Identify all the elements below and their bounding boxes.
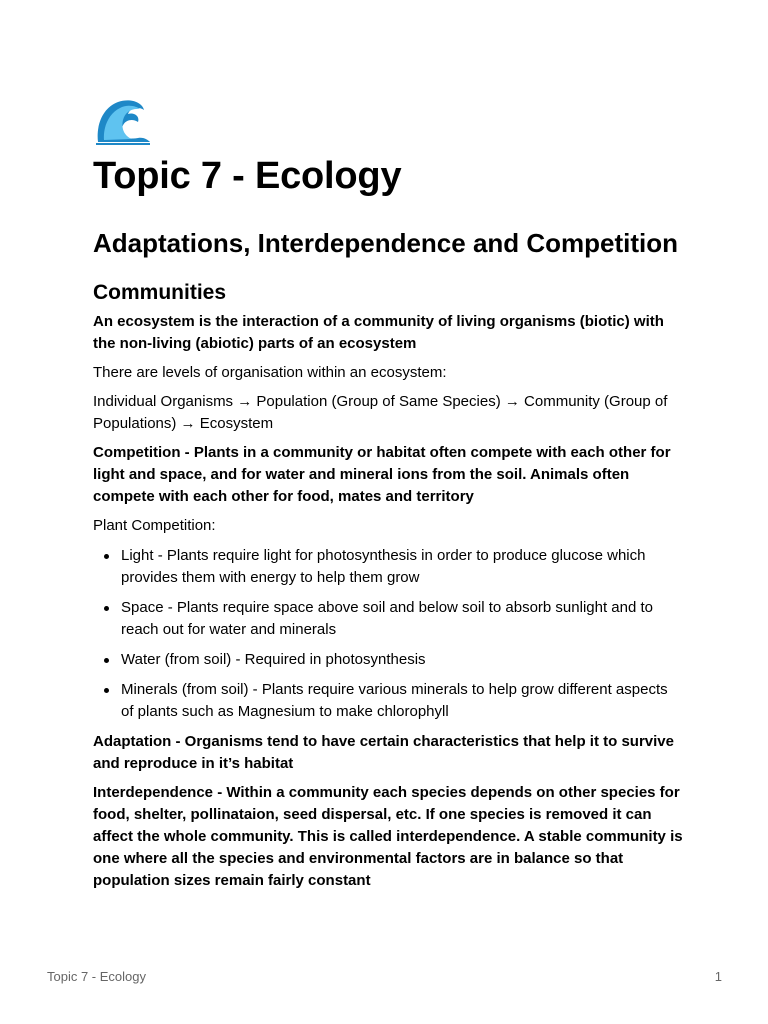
- bullet-icon: [104, 658, 109, 663]
- bullet-icon: [104, 606, 109, 611]
- section-heading: Adaptations, Interdependence and Competition: [93, 228, 679, 258]
- competition-definition: Competition - Plants in a community or habitat often compete with each other for light and space, and for water and mineral ions from the soil. Animals often compete with each other for food, mates and territory: [93, 444, 671, 505]
- water-wave-icon: [94, 96, 152, 146]
- list-item: [121, 597, 683, 641]
- list-item: [121, 649, 683, 671]
- list-item: [121, 679, 683, 723]
- levels-chain: Individual Organisms → Population (Group of Same Species) → Community (Group of Populations) → Ecosystem: [93, 393, 668, 432]
- footer-title: Topic 7 - Ecology: [47, 969, 146, 984]
- bullet-icon: [104, 554, 109, 559]
- list-item-text: Water (from soil) - Required in photosynthesis: [121, 651, 426, 668]
- interdependence-definition: Interdependence - Within a community each species depends on other species for food, shelter, pollinataion, seed dispersal, etc. If one species is removed it can affect the whole community. This is called interdependence. A stable community is one where all the species and environmental factors are in balance so that population sizes remain fairly constant: [93, 784, 683, 889]
- document-page: [93, 96, 683, 892]
- list-item-text: Minerals (from soil) - Plants require various minerals to help grow different aspects of plants such as Magnesium to make chlorophyll: [121, 681, 668, 720]
- subsection-heading: Communities: [93, 281, 227, 304]
- footer-page-number: 1: [714, 969, 722, 984]
- list-item-text: Space - Plants require space above soil and below soil to absorb sunlight and to reach out for water and minerals: [121, 599, 653, 638]
- bullet-icon: [104, 688, 109, 693]
- plant-competition-intro: Plant Competition:: [93, 517, 216, 534]
- list-item: [121, 545, 683, 589]
- page-title: Topic 7 - Ecology: [93, 155, 402, 197]
- list-item-text: Light - Plants require light for photosynthesis in order to produce glucose which provides them with energy to help them grow: [121, 547, 646, 586]
- plant-competition-list: [93, 545, 683, 723]
- adaptation-definition: Adaptation - Organisms tend to have certain characteristics that help it to survive and reproduce in it’s habitat: [93, 733, 674, 772]
- levels-intro: There are levels of organisation within an ecosystem:: [93, 364, 447, 381]
- ecosystem-definition: An ecosystem is the interaction of a community of living organisms (biotic) with the non-living (abiotic) parts of an ecosystem: [93, 313, 664, 352]
